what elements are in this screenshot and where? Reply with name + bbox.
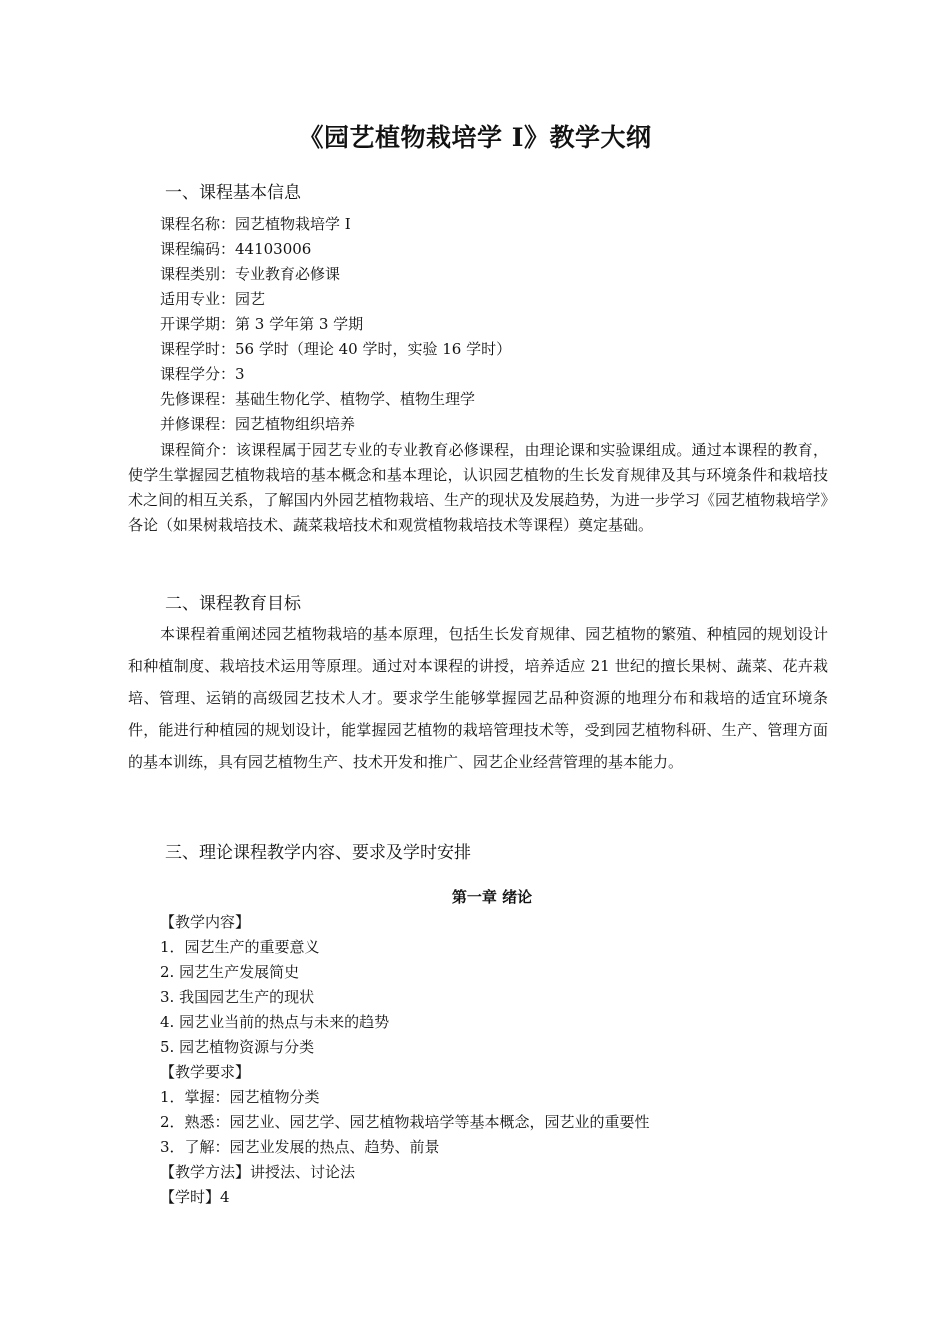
field-course-code: 课程编码：44103006 [160, 240, 312, 258]
teaching-methods: 【教学方法】讲授法、讨论法 [160, 1163, 356, 1181]
chapter-details [160, 910, 650, 1210]
list-item: 1．掌握：园艺植物分类 [160, 1088, 320, 1106]
list-item: 4. 园艺业当前的热点与未来的趋势 [160, 1013, 390, 1031]
chapter-title: 第一章 绪论 [451, 888, 533, 906]
list-item: 2. 园艺生产发展简史 [160, 963, 300, 981]
list-item: 3. 我国园艺生产的现状 [160, 988, 315, 1006]
teaching-content-label: 【教学内容】 [160, 913, 251, 931]
list-item: 3．了解：园艺业发展的热点、趋势、前景 [160, 1138, 440, 1156]
list-item: 5. 园艺植物资源与分类 [160, 1038, 315, 1056]
teaching-requirements-label: 【教学要求】 [160, 1063, 251, 1081]
section-heading-basic-info: 一、课程基本信息 [165, 183, 301, 203]
field-major: 适用专业：园艺 [160, 290, 266, 308]
course-introduction: 课程简介：该课程属于园艺专业的专业教育必修课程，由理论课和实验课组成。通过本课程的教育，使学生掌握园艺植物栽培的基本概念和基本理论，认识园艺植物的生长发育规律及其与环境条件和栽培技术之间的相互关系，了解国内外园艺植物栽培、生产的现状及发展趋势，为进一步学习《园艺植物栽培学》各论（如果树栽培技术、蔬菜栽培技术和观赏植物栽培技术等课程）奠定基础。 [128, 441, 828, 534]
field-hours: 课程学时：56 学时（理论 40 学时，实验 16 学时） [160, 340, 512, 358]
list-item: 2．熟悉：园艺业、园艺学、园艺植物栽培学等基本概念，园艺业的重要性 [160, 1113, 650, 1131]
field-semester: 开课学期：第 3 学年第 3 学期 [160, 315, 364, 333]
field-course-name: 课程名称：园艺植物栽培学 I [160, 215, 351, 233]
class-hours: 【学时】4 [160, 1188, 230, 1206]
field-course-category: 课程类别：专业教育必修课 [160, 265, 341, 283]
section-heading-theory-content: 三、理论课程教学内容、要求及学时安排 [165, 843, 471, 863]
field-prerequisites: 先修课程：基础生物化学、植物学、植物生理学 [160, 390, 476, 408]
field-corequisites: 并修课程：园艺植物组织培养 [160, 415, 356, 433]
document-title: 《园艺植物栽培学 I》教学大纲 [298, 123, 652, 152]
field-credits: 课程学分：3 [160, 365, 245, 383]
course-objectives-text: 本课程着重阐述园艺植物栽培的基本原理，包括生长发育规律、园艺植物的繁殖、种植园的规划设计和种植制度、栽培技术运用等原理。通过对本课程的讲授，培养适应 21 世纪的擅长果树、蔬菜、花卉栽培、管理、运销的高级园艺技术人才。要求学生能够掌握园艺品种资源的地理分布和栽培的适宜环境条件，能进行种植园的规划设计，能掌握园艺植物的栽培管理技术等，受到园艺植物科研、生产、管理方面的基本训练，具有园艺植物生产、技术开发和推广、园艺企业经营管理的基本能力。 [128, 625, 828, 771]
section-heading-objectives: 二、课程教育目标 [165, 594, 301, 614]
list-item: 1．园艺生产的重要意义 [160, 938, 320, 956]
